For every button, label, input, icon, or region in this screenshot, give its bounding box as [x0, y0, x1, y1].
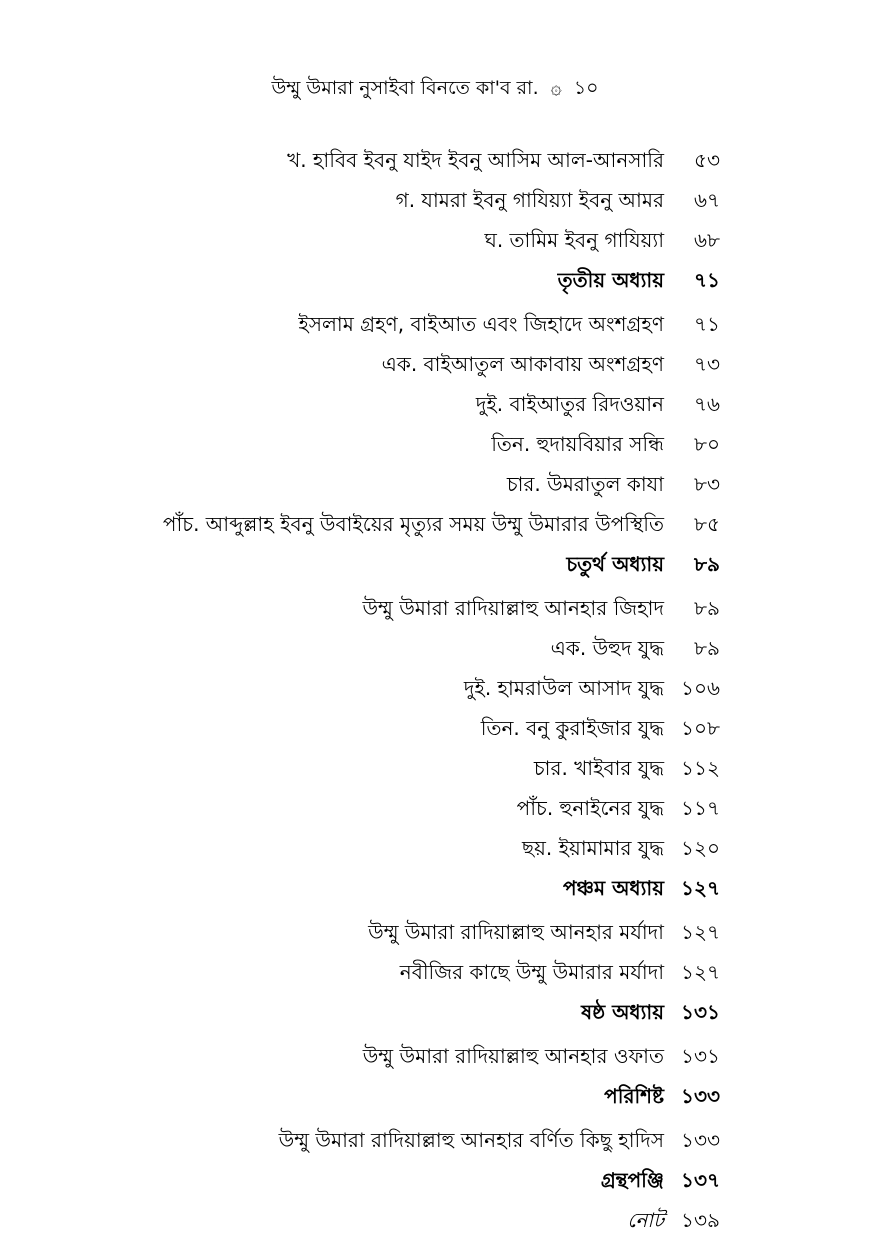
toc-entry-title: চতুর্থ অধ্যায় [566, 551, 664, 576]
toc-entry-title: তৃতীয় অধ্যায় [557, 267, 664, 292]
toc-entry[interactable] [80, 182, 720, 222]
toc-entry-title: ছয়. ইয়ামামার যুদ্ধ [522, 835, 664, 860]
toc-entry-title: ষষ্ঠ অধ্যায় [581, 999, 664, 1024]
toc-entry[interactable] [80, 630, 720, 670]
toc-entry-title: উম্মু উমারা রাদিয়াল্লাহু আনহার মর্যাদা [368, 919, 664, 944]
toc-entry[interactable] [80, 466, 720, 506]
toc-entry-title: নোট [627, 1207, 664, 1232]
toc-entry[interactable] [80, 426, 720, 466]
toc-entry-page: ১৩১ [681, 999, 720, 1024]
toc-entry-page: ৮৫ [694, 511, 720, 536]
toc-entry-page: ৭৬ [693, 391, 720, 416]
toc-entry-page: ১২৭ [681, 959, 720, 984]
table-of-contents [80, 142, 720, 1242]
toc-entry-page: ৮৩ [694, 471, 720, 496]
toc-entry[interactable] [80, 750, 720, 790]
toc-entry-page: ৮৯ [694, 635, 720, 660]
toc-chapter-heading[interactable] [80, 1078, 720, 1118]
toc-entry-title: এক. বাইআতুল আকাবায় অংশগ্রহণ [381, 351, 664, 376]
toc-entry-page: ৮৯ [694, 595, 720, 620]
toc-entry-title: ইসলাম গ্রহণ, বাইআত এবং জিহাদে অংশগ্রহণ [298, 311, 664, 336]
toc-chapter-heading[interactable] [80, 870, 720, 910]
toc-entry[interactable] [80, 914, 720, 954]
toc-entry-title: দুই. বাইআতুর রিদওয়ান [475, 391, 664, 416]
toc-entry[interactable] [80, 142, 720, 182]
toc-entry-page: ১০৬ [681, 675, 720, 700]
toc-entry[interactable] [80, 1202, 720, 1242]
toc-entry-page: ৭১ [694, 267, 720, 292]
toc-chapter-heading[interactable] [80, 546, 720, 586]
toc-entry-page: ১২০ [681, 835, 720, 860]
toc-entry-title: চার. খাইবার যুদ্ধ [533, 755, 664, 780]
toc-entry-title: ঘ. তামিম ইবনু গাযিয়্যা [484, 227, 664, 252]
toc-entry-title: তিন. হুদায়বিয়ার সন্ধি [491, 431, 664, 456]
toc-entry-page: ১০৮ [681, 715, 720, 740]
toc-entry[interactable] [80, 830, 720, 870]
toc-entry-title: পঞ্চম অধ্যায় [562, 875, 664, 900]
toc-entry[interactable] [80, 306, 720, 346]
toc-entry[interactable] [80, 954, 720, 994]
toc-entry-title: উম্মু উমারা রাদিয়াল্লাহু আনহার বর্ণিত কিছু হাদিস [278, 1127, 664, 1152]
toc-entry-title: নবীজির কাছে উম্মু উমারার মর্যাদা [399, 959, 664, 984]
running-header [0, 70, 870, 106]
toc-entry[interactable] [80, 346, 720, 386]
toc-entry[interactable] [80, 506, 720, 546]
toc-entry[interactable] [80, 222, 720, 262]
toc-chapter-heading[interactable] [80, 262, 720, 302]
toc-chapter-heading[interactable] [80, 994, 720, 1034]
toc-entry[interactable] [80, 710, 720, 750]
toc-entry-title: এক. উহুদ যুদ্ধ [550, 635, 664, 660]
toc-entry-page: ৭৩ [693, 351, 720, 376]
toc-entry-page: ১১৭ [681, 795, 720, 820]
toc-entry-page: ৭১ [694, 311, 720, 336]
ornament-icon: ۞ [550, 77, 562, 99]
book-title: উম্মু উমারা নুসাইবা বিনতে কা'ব রা. [271, 77, 539, 99]
toc-entry-page: ৬৮ [694, 227, 720, 252]
toc-entry-title: পাঁচ. আব্দুল্লাহ ইবনু উবাইয়ের মৃত্যুর সময় উম্মু উমারার উপস্থিতি [162, 511, 664, 536]
toc-chapter-heading[interactable] [80, 1162, 720, 1202]
toc-entry-title: খ. হাবিব ইবনু যাইদ ইবনু আসিম আল-আনসারি [287, 147, 664, 172]
toc-entry-page: ১১২ [681, 755, 720, 780]
toc-entry[interactable] [80, 1122, 720, 1162]
toc-entry[interactable] [80, 790, 720, 830]
toc-entry-page: ৮০ [694, 431, 720, 456]
toc-entry[interactable] [80, 670, 720, 710]
toc-entry-title: গ. যামরা ইবনু গাযিয়্যা ইবনু আমর [395, 187, 664, 212]
toc-entry-title: দুই. হামরাউল আসাদ যুদ্ধ [463, 675, 664, 700]
toc-entry[interactable] [80, 1038, 720, 1078]
toc-entry-page: ১৩৭ [681, 1167, 720, 1192]
toc-entry-page: ১২৭ [681, 875, 720, 900]
toc-entry-page: ১৩৩ [681, 1127, 720, 1152]
toc-entry-title: পরিশিষ্ট [604, 1083, 664, 1108]
toc-entry-title: গ্রন্থপঞ্জি [600, 1167, 664, 1192]
page-number: ১০ [573, 77, 599, 99]
toc-entry-title: তিন. বনু কুরাইজার যুদ্ধ [480, 715, 664, 740]
toc-entry-page: ৫৩ [694, 147, 720, 172]
toc-entry-page: ১৩৯ [681, 1207, 720, 1232]
toc-entry-title: উম্মু উমারা রাদিয়াল্লাহু আনহার ওফাত [362, 1043, 664, 1068]
toc-entry-title: চার. উমরাতুল কাযা [506, 471, 664, 496]
toc-entry[interactable] [80, 386, 720, 426]
toc-entry-title: উম্মু উমারা রাদিয়াল্লাহু আনহার জিহাদ [362, 595, 664, 620]
toc-entry-page: ১২৭ [681, 919, 720, 944]
toc-entry[interactable] [80, 590, 720, 630]
toc-entry-page: ৮৯ [694, 551, 720, 576]
toc-entry-page: ১৩১ [681, 1043, 720, 1068]
toc-entry-title: পাঁচ. হুনাইনের যুদ্ধ [516, 795, 664, 820]
toc-entry-page: ১৩৩ [681, 1083, 720, 1108]
toc-entry-page: ৬৭ [693, 187, 720, 212]
